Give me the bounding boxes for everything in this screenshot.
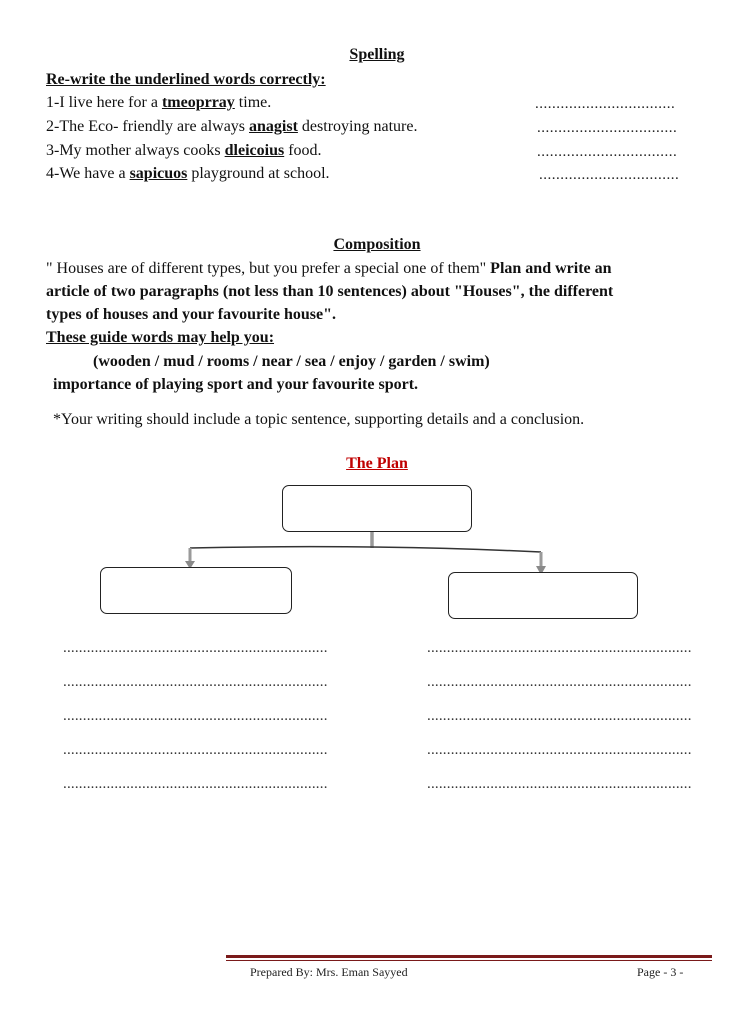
composition-prompt-line-1: " Houses are of different types, but you prefer a special one of them" Plan and write an xyxy=(46,260,612,277)
answer-line[interactable]: ................................. xyxy=(535,96,676,112)
misspelled-word: tmeoprray xyxy=(161,94,235,111)
writing-line-left[interactable]: ................................................................... xyxy=(63,674,328,690)
writing-line-right[interactable]: ................................................................... xyxy=(427,742,692,758)
spelling-item-1: 1-I live here for a tmeoprray time. xyxy=(46,94,272,111)
composition-prompt-line-2: article of two paragraphs (not less than 10 sentences) about "Houses", the different xyxy=(46,283,614,300)
plan-title: The Plan xyxy=(346,455,408,472)
spelling-title: Spelling xyxy=(349,46,405,63)
misspelled-word: anagist xyxy=(249,118,298,135)
spelling-item-4: 4-We have a sapicuos playground at school. xyxy=(46,165,330,182)
composition-prompt-line-3: types of houses and your favourite house". xyxy=(46,306,336,323)
spelling-item-2: 2-The Eco- friendly are always anagist destroying nature. xyxy=(46,118,418,135)
writing-note: *Your writing should include a topic sentence, supporting details and a conclusion. xyxy=(53,411,585,428)
footer-prepared-by: Prepared By: Mrs. Eman Sayyed xyxy=(250,965,408,979)
guide-words-heading: These guide words may help you: xyxy=(46,329,275,346)
footer-page-number: Page - 3 - xyxy=(637,965,684,979)
guide-words: (wooden / mud / rooms / near / sea / enjoy / garden / swim) xyxy=(93,353,490,370)
answer-line[interactable]: ................................. xyxy=(537,144,678,160)
misspelled-word: dleicoius xyxy=(224,142,285,159)
footer-rule-thin xyxy=(226,960,712,961)
misspelled-word: sapicuos xyxy=(129,165,188,182)
answer-line[interactable]: ................................. xyxy=(539,167,680,183)
writing-line-right[interactable]: ................................................................... xyxy=(427,776,692,792)
writing-line-left[interactable]: ................................................................... xyxy=(63,708,328,724)
spelling-instruction: Re-write the underlined words correctly: xyxy=(46,71,326,88)
composition-title: Composition xyxy=(333,236,421,253)
extra-topic-line: importance of playing sport and your favourite sport. xyxy=(53,376,419,393)
plan-main-box[interactable] xyxy=(282,485,472,532)
spelling-item-3: 3-My mother always cooks dleicoius food. xyxy=(46,142,322,159)
writing-line-left[interactable]: ................................................................... xyxy=(63,640,328,656)
writing-line-right[interactable]: ................................................................... xyxy=(427,708,692,724)
answer-line[interactable]: ................................. xyxy=(537,120,678,136)
writing-line-right[interactable]: ................................................................... xyxy=(427,674,692,690)
plan-right-box[interactable] xyxy=(448,572,638,619)
writing-line-left[interactable]: ................................................................... xyxy=(63,776,328,792)
writing-line-left[interactable]: ................................................................... xyxy=(63,742,328,758)
plan-left-box[interactable] xyxy=(100,567,292,614)
writing-line-right[interactable]: ................................................................... xyxy=(427,640,692,656)
footer-rule xyxy=(226,955,712,958)
